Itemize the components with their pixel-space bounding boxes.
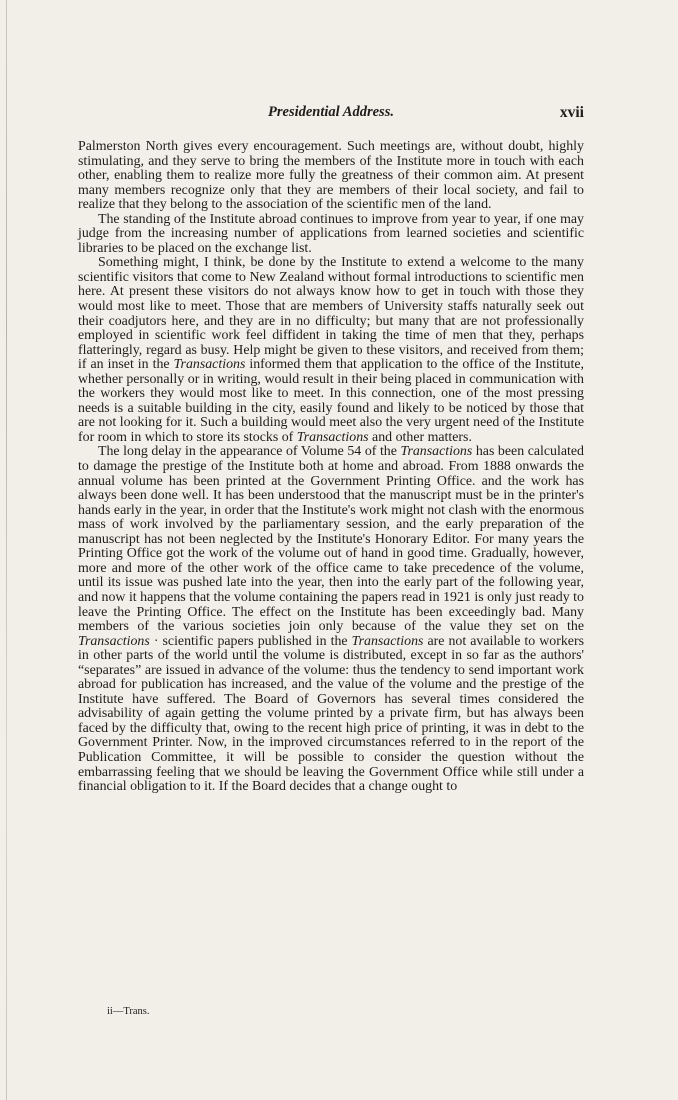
italic-run: Transactions [296, 429, 369, 445]
text-run: Palmerston North gives every encouragement. Such meetings are, without doubt, highly stimulating, and they serve to bring the members of the Institute more in touch with each other, enabling them to realize more fully the greatness of their common aim. At present many members recognize only that they are members of their local society, and fail to realize that they belong to the association of the scientific men of the land. [78, 139, 584, 213]
scan-binding-edge [6, 0, 7, 1100]
text-run: has been calculated to damage the prestige of the Institute both at home and abroad. From 1888 onwards the annual volume has been printed at the Government Printing Office. and the work has always been done well. It has been understood that the manuscript must be in the printer's hands early in the year, in order that the Institute's work might not clash with the enormous mass of work involved by the parliamentary session, and the early preparation of the manuscript has not been neglected by the Institute's Honorary Editor. For many years the Printing Office got the work of the volume out of hand in good time. Gradually, however, more and more of the other work of the office came to take precedence of the volume, until its issue was pushed late into the year, then into the early part of the following year, and now it happens that the volume containing the papers read in 1921 is only just ready to leave the Printing Office. The effect on the Institute has been exceedingly bad. Many members of the various societies join only because of the value they set on the [78, 444, 584, 635]
running-title: Presidential Address. [268, 104, 394, 120]
paragraph [78, 256, 584, 445]
text-run: and other matters. [368, 429, 472, 445]
text-run: Something might, I think, be done by the Institute to extend a welcome to the many scientific visitors that come to New Zealand without formal introductions to scientific men here. At present these visitors do not always know how to get in touch with those they would most like to meet. Those that are members of University staffs naturally seek out their coadjutors here, and they are in no difficulty; but many that are not professionally employed in scientific work feel diffident in taking the time of men that they, perhaps flatteringly, regard as busy. Help might be given to these visitors, and received from them; if an inset in the [78, 255, 584, 373]
text-run: informed them that application to the office of the Institute, whether personally or in writing, would result in their being placed in communication with the workers they would most like to meet. In this connection, one of the most pressing needs is a suitable building in the city, easily found and likely to be noticed by those that are not looking for it. Such a building would meet also the very urgent need of the Institute for room in which to store its stocks of [78, 357, 584, 445]
paragraph [78, 213, 584, 257]
running-header [78, 104, 584, 126]
paragraph [78, 445, 584, 794]
italic-run: Transactions [400, 444, 473, 460]
text-run: The long delay in the appearance of Volume 54 of the [98, 444, 401, 460]
page-number: xvii [559, 104, 584, 121]
italic-run: Transactions [351, 633, 424, 649]
text-run: are not available to workers in other parts of the world until the volume is distributed, except in so far as the authors' “separates” are issued in advance of the volume: thus the tendency to send important work abroad for publication has increased, and the value of the volume and the prestige of the Institute have suffered. The Board of Governors has several times considered the advisability of again getting the volume printed by a private firm, but has always been faced by the difficulty that, owing to the recent high price of printing, it was in debt to the Government Printer. Now, in the improved circumstances referred to in the report of the Publication Committee, it will be possible to consider the question without the embarrassing feeling that we should be leaving the Government Office while still under a financial obligation to it. If the Board decides that a change ought to [78, 633, 585, 795]
italic-run: Transactions [78, 633, 150, 649]
text-run: The standing of the Institute abroad continues to improve from year to year, if one may judge from the increasing number of applications from learned societies and scientific libraries to be placed on the exchange list. [78, 211, 584, 256]
signature-mark: ii—Trans. [107, 1006, 150, 1017]
text-run: · scientific papers published in the [149, 633, 352, 649]
italic-run: Transactions [173, 357, 246, 373]
body-text [78, 140, 584, 795]
paragraph [78, 140, 584, 213]
